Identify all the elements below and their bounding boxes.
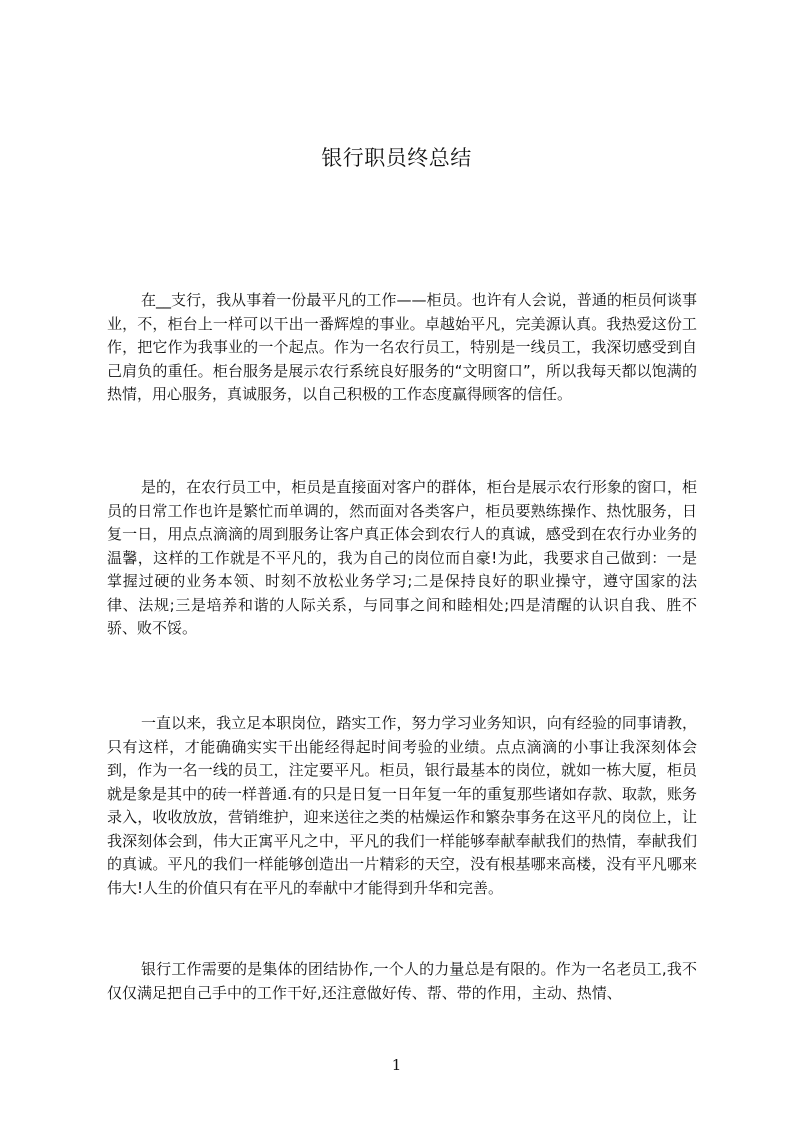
paragraph-3: 一直以来，我立足本职岗位，踏实工作，努力学习业务知识，向有经验的同事请教，只有这样，才能确确实实干出能经得起时间考验的业绩。点点滴滴的小事让我深刻体会到，作为一名一线的员工，注定要平凡。柜员，银行最基本的岗位，就如一栋大厦，柜员就是象是其中的砖一样普通.有的只是日复一日年复一年的重复那些诸如存款、取款，账务录入，收收放放，营销维护，迎来送往之类的枯燥运作和繁杂事务在这平凡的岗位上，让我深刻体会到，伟大正寓平凡之中，平凡的我们一样能够奉献奉献我们的热情，奉献我们的真诚。平凡的我们一样能够创造出一片精彩的天空，没有根基哪来高楼，没有平凡哪来伟大!人生的价值只有在平凡的奉献中才能得到升华和完善。 [107, 714, 697, 897]
paragraph-2: 是的，在农行员工中，柜员是直接面对客户的群体，柜台是展示农行形象的窗口，柜员的日常工作也许是繁忙而单调的，然而面对各类客户，柜员要熟练操作、热忱服务，日复一日，用点点滴滴的周到服务让客户真正体会到农行人的真诚，感受到在农行办业务的温馨，这样的工作就是不平凡的，我为自己的岗位而自豪!为此，我要求自己做到：一是掌握过硬的业务本领、时刻不放松业务学习;二是保持良好的职业操守，遵守国家的法律、法规;三是培养和谐的人际关系，与同事之间和睦相处;四是清醒的认识自我、胜不骄、败不馁。 [107, 478, 697, 637]
paragraph-1: 在__支行，我从事着一份最平凡的工作——柜员。也许有人会说，普通的柜员何谈事业，不，柜台上一样可以干出一番辉煌的事业。卓越始平凡，完美源认真。我热爱这份工作，把它作为我事业的一个起点。作为一名农行员工，特别是一线员工，我深切感受到自己肩负的重任。柜台服务是展示农行系统良好服务的“文明窗口”，所以我每天都以饱满的热情，用心服务，真诚服务，以自己积极的工作态度赢得顾客的信任。 [107, 291, 697, 403]
paragraph-4: 银行工作需要的是集体的团结协作,一个人的力量总是有限的。作为一名老员工,我不仅仅满足把自己手中的工作干好,还注意做好传、帮、带的作用，主动、热情、 [107, 960, 697, 1002]
page-number: 1 [391, 1056, 402, 1074]
document-title: 银行职员终总结 [321, 146, 472, 170]
